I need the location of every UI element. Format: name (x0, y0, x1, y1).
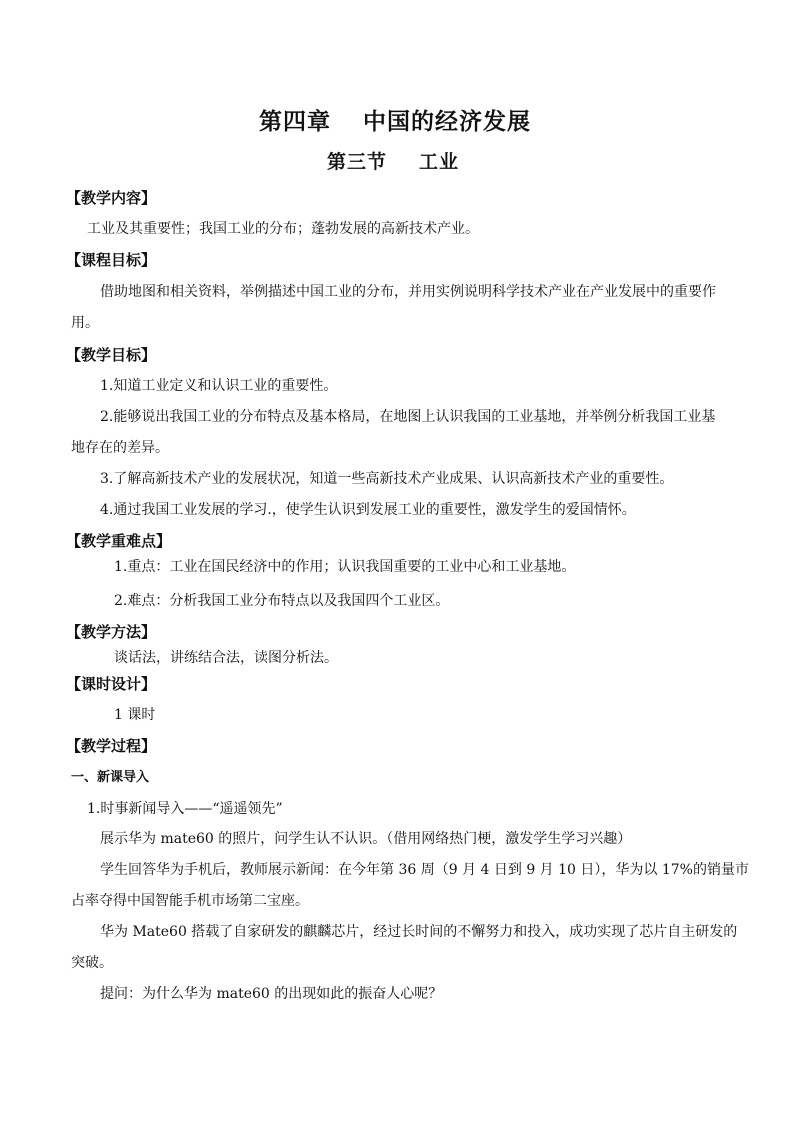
chapter-number: 第四章 (259, 108, 331, 135)
teaching-goal-item: 1.知道工业定义和认识工业的重要性。 (100, 378, 338, 394)
key-points-heading: 【教学重难点】 (66, 532, 172, 550)
content-text: 工业及其重要性；我国工业的分布；蓬勃发展的高新技术产业。 (87, 221, 479, 237)
process-paragraph: 提问：为什么华为 mate60 的出现如此的振奋人心呢？ (100, 986, 443, 1002)
chapter-name: 中国的经济发展 (363, 108, 531, 135)
process-paragraph: 占率夺得中国智能手机市场第二宝座。 (71, 893, 309, 909)
process-paragraph: 华为 Mate60 搭载了自家研发的麒麟芯片，经过长时间的不懈努力和投入，成功实现了芯片自主研发的 (100, 924, 738, 940)
period-text: 1 课时 (114, 707, 156, 723)
method-text: 谈话法，讲练结合法，读图分析法。 (114, 650, 338, 666)
process-paragraph: 展示华为 mate60 的照片，问学生认不认识。（借用网络热门梗，激发学生学习兴趣） (100, 831, 632, 847)
difficult-point: 2.难点：分析我国工业分布特点以及我国四个工业区。 (114, 593, 450, 609)
teaching-goal-item: 2.能够说出我国工业的分布特点及基本格局，在地图上认识我国的工业基地，并举例分析我国工业基 (100, 409, 716, 425)
section-name: 工业 (419, 151, 460, 173)
method-heading: 【教学方法】 (66, 623, 157, 641)
course-goal-line: 借助地图和相关资料，举例描述中国工业的分布，并用实例说明科学技术产业在产业发展中的重要作 (100, 284, 716, 300)
chapter-title (259, 103, 531, 136)
key-point: 1.重点：工业在国民经济中的作用；认识我国重要的工业中心和工业基地。 (114, 559, 576, 575)
teaching-goal-item: 3.了解高新技术产业的发展状况，知道一些高新技术产业成果、认识高新技术产业的重要性。 (100, 471, 674, 487)
teaching-goal-item: 4.通过我国工业发展的学习.，使学生认识到发展工业的重要性，激发学生的爱国情怀。 (100, 502, 636, 518)
course-goal-heading: 【课程目标】 (66, 251, 157, 269)
process-paragraph: 突破。 (71, 955, 113, 971)
process-item: 1.时事新闻导入——“遥遥领先” (87, 801, 283, 817)
section-number: 第三节 (327, 151, 388, 173)
content-heading: 【教学内容】 (66, 189, 157, 207)
period-heading: 【课时设计】 (66, 675, 157, 693)
teaching-goal-item: 地存在的差异。 (71, 440, 169, 456)
course-goal-line: 用。 (71, 315, 99, 331)
process-paragraph: 学生回答华为手机后，教师展示新闻：在今年第 36 周（9 月 4 日到 9 月 10 日），华为以 17%的销量市 (100, 862, 749, 878)
process-part-title: 一、新课导入 (71, 770, 150, 785)
teaching-goal-heading: 【教学目标】 (66, 346, 157, 364)
process-heading: 【教学过程】 (66, 737, 157, 755)
section-title (327, 147, 459, 174)
